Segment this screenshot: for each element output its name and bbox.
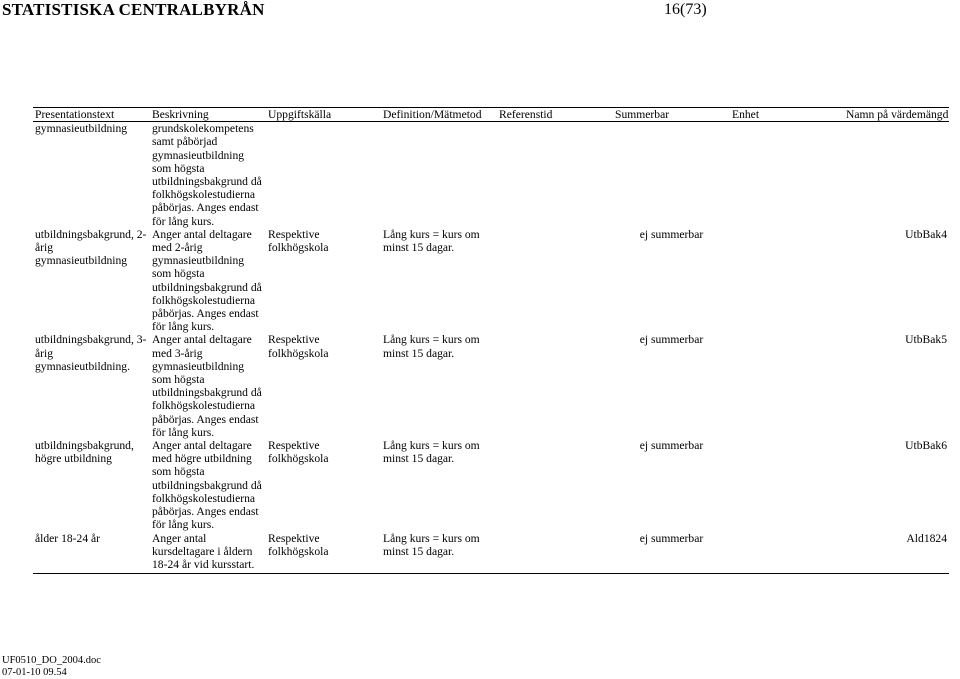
definition-cell: Lång kurs = kurs om minst 15 dagar. [381, 532, 497, 574]
uppgiftskalla-cell: Respektive folkhögskola [268, 439, 329, 466]
namn-pa-vardemangd-cell: UtbBak5 [905, 333, 947, 347]
definition-cell: Lång kurs = kurs om minst 15 dagar. [383, 439, 480, 466]
column-header: Enhet [730, 108, 844, 122]
table-row [33, 228, 949, 334]
column-header: Definition/Mätmetod [381, 108, 497, 122]
uppgiftskalla-cell: Respektive folkhögskola [268, 227, 329, 255]
enhet-cell [730, 228, 844, 334]
enhet-cell [730, 333, 844, 439]
beskrivning-cell: Anger antal deltagare med högre utbildning som högsta utbildningsbakgrund då folkhögskolestudierna påbörjas. Anges endast för lång kurs. [152, 439, 262, 532]
referenstid-cell [497, 333, 613, 439]
beskrivning-cell: Anger antal kursdeltagare i åldern 18-24 år vid kursstart. [150, 532, 266, 574]
summerbar-cell [613, 122, 730, 228]
column-header: Summerbar [613, 108, 730, 122]
summerbar-cell: ej summerbar [639, 227, 704, 241]
document-filename: UF0510_DO_2004.doc [2, 655, 101, 666]
column-header: Uppgiftskälla [266, 108, 381, 122]
page-number: 16(73) [664, 1, 707, 18]
definition-cell [381, 122, 497, 228]
summerbar-cell: ej summerbar [639, 439, 704, 453]
enhet-cell [730, 122, 844, 228]
referenstid-cell [497, 228, 613, 334]
presentationstext-cell: gymnasieutbildning [35, 122, 128, 136]
presentationstext-cell: ålder 18-24 år [33, 532, 150, 574]
table-row [33, 122, 949, 228]
column-header: Presentationstext [33, 108, 150, 122]
uppgiftskalla-cell [266, 122, 381, 228]
enhet-cell [730, 439, 844, 531]
page-footer [2, 655, 101, 679]
beskrivning-cell: Anger antal deltagare med 3-årig gymnasieutbildning som högsta utbildningsbakgrund då folkhögskolestudierna påbörjas. Anges endast för lång kurs. [152, 333, 262, 439]
document-date: 07-01-10 09.54 [2, 667, 67, 678]
summerbar-cell: ej summerbar [613, 532, 730, 574]
uppgiftskalla-cell: Respektive folkhögskola [266, 532, 381, 574]
definition-cell: Lång kurs = kurs om minst 15 dagar. [383, 333, 480, 360]
referenstid-cell [497, 532, 613, 574]
page-header [0, 0, 960, 24]
column-header: Beskrivning [150, 108, 266, 122]
table-row [33, 333, 949, 439]
uppgiftskalla-cell: Respektive folkhögskola [268, 333, 329, 360]
namn-pa-vardemangd-cell: UtbBak6 [905, 439, 947, 453]
table-row [33, 532, 949, 574]
beskrivning-cell: grundskolekompetens samt påbörjad gymnasieutbildning som högsta utbildningsbakgrund då folkhögskolestudierna påbörjas. Anges endast för lång kurs. [152, 122, 262, 228]
referenstid-cell [497, 122, 613, 228]
summerbar-cell: ej summerbar [639, 333, 704, 347]
definition-cell: Lång kurs = kurs om minst 15 dagar. [383, 227, 480, 255]
namn-pa-vardemangd-cell [844, 122, 949, 228]
namn-pa-vardemangd-cell: UtbBak4 [905, 227, 947, 241]
variable-definition-table [33, 107, 949, 574]
table-row [33, 439, 949, 531]
presentationstext-cell: utbildningsbakgrund, 3-årig gymnasieutbildning. [35, 333, 147, 373]
organization-name: STATISTISKA CENTRALBYRÅN [2, 0, 265, 19]
namn-pa-vardemangd-cell: Ald1824 [844, 532, 949, 574]
enhet-cell [730, 532, 844, 574]
beskrivning-cell: Anger antal deltagare med 2-årig gymnasieutbildning som högsta utbildningsbakgrund då folkhögskolestudierna påbörjas. Anges endast för lång kurs. [152, 227, 262, 334]
presentationstext-cell: utbildningsbakgrund, 2-årig gymnasieutbildning [35, 227, 147, 268]
column-header: Namn på värdemängd [846, 108, 949, 121]
referenstid-cell [497, 439, 613, 531]
table-header-row [33, 108, 949, 122]
presentationstext-cell: utbildningsbakgrund, högre utbildning [35, 439, 134, 466]
column-header: Referenstid [497, 108, 613, 122]
